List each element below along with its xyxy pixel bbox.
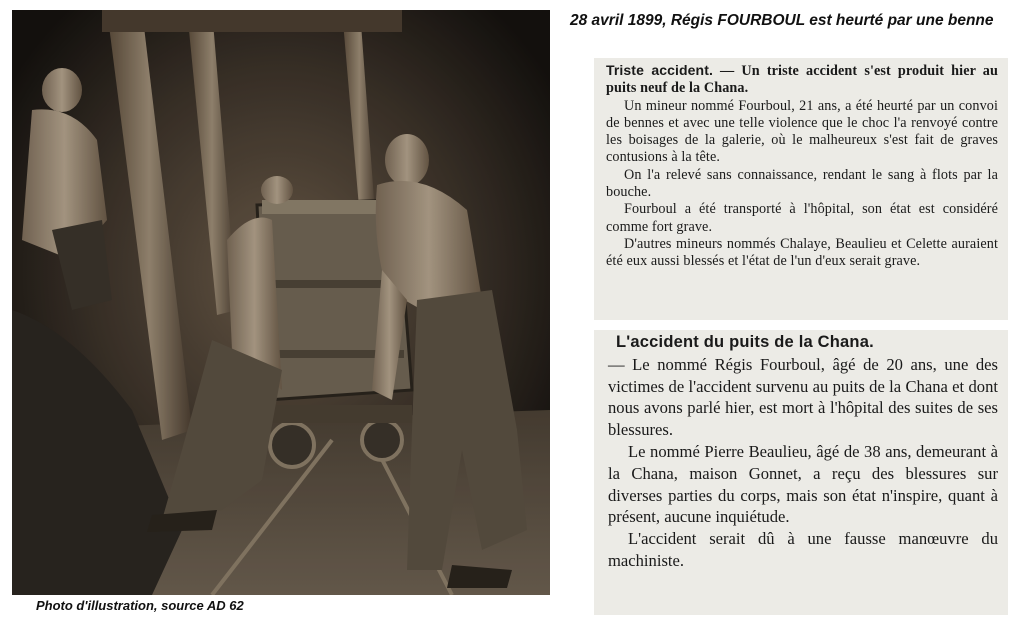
clipping1-paragraph: D'autres mineurs nommés Chalaye, Beaulieu et Celette auraient été eux aussi blessés et l'état de l'un d'eux serait grave.: [606, 235, 998, 270]
mine-workers-photo: [12, 10, 550, 595]
clipping2-paragraph: — Le nommé Régis Fourboul, âgé de 20 ans, une des victimes de l'accident survenu au puits de la Chana et dont nous avons parlé hier, est mort à l'hôpital des suites de ses blessures.: [608, 354, 998, 440]
clipping1-title: Triste accident.: [606, 62, 713, 78]
clipping2-title: L'accident du puits de la Chana.: [616, 333, 874, 351]
clipping1-paragraph: Un mineur nommé Fourboul, 21 ans, a été heurté par un convoi de bennes et avec une telle violence que le choc l'a renvoyé contre les boisages de la galerie, où le malheureux s'est fait de graves contusions à la tête.: [606, 97, 998, 166]
newspaper-clipping-1: [594, 58, 1008, 320]
photo-caption: Photo d'illustration, source AD 62: [36, 598, 244, 613]
clipping1-lead-paragraph: [606, 62, 998, 98]
photo-illustration: [12, 10, 550, 595]
clipping1-paragraph: On l'a relevé sans connaissance, rendant le sang à flots par la bouche.: [606, 166, 998, 201]
newspaper-clipping-2: [594, 330, 1008, 615]
clipping2-paragraph: Le nommé Pierre Beaulieu, âgé de 38 ans, demeurant à la Chana, maison Gonnet, a reçu des blessures sur diverses parties du corps, mais son état n'inspire, quant à présent, aucune inquiétude.: [608, 441, 998, 527]
headline: 28 avril 1899, Régis FOURBOUL est heurté par une benne: [570, 12, 994, 29]
clipping1-lead: — Un triste accident s'est produit hier au puits neuf de la Chana.: [606, 63, 998, 97]
clipping2-paragraph: L'accident serait dû à une fausse manœuvre du machiniste.: [608, 529, 998, 570]
clipping1-paragraph: Fourboul a été transporté à l'hôpital, son état est considéré comme fort grave.: [606, 201, 998, 235]
